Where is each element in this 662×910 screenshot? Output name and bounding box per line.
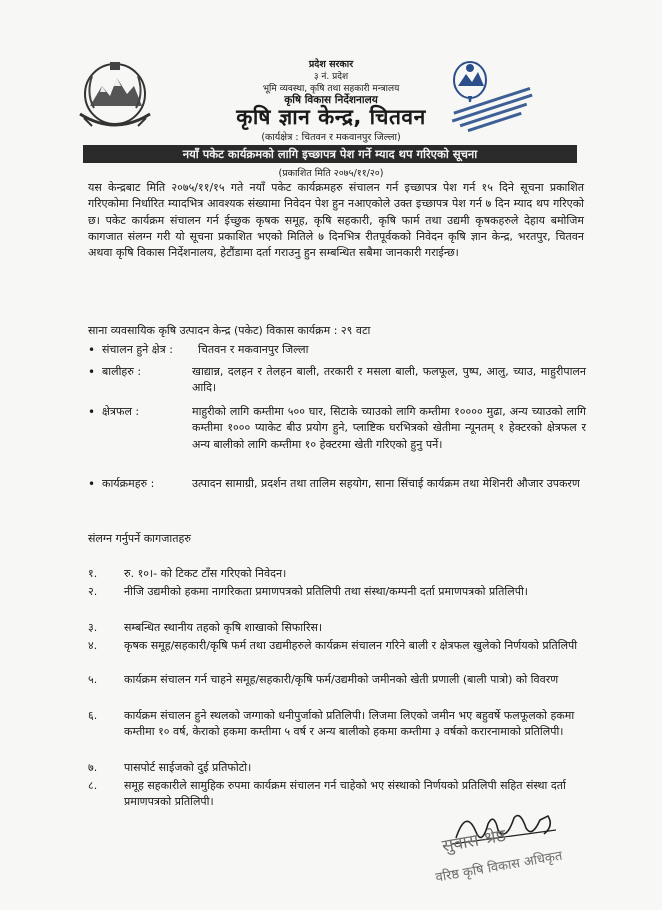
bullet-label: बालीहरु : bbox=[102, 365, 142, 378]
item-number: ६. bbox=[88, 709, 98, 722]
bullet-icon: • bbox=[88, 365, 96, 379]
item-number: ८. bbox=[88, 779, 98, 792]
bullet-label: क्षेत्रफल : bbox=[102, 405, 140, 418]
item-text: सम्बन्धित स्थानीय तहको कृषि शाखाको सिफारिस। bbox=[124, 621, 323, 634]
stamp-officer-name: सुवास श्रेष्ठ bbox=[440, 825, 508, 857]
bullet-value: चितवन र मकवानपुर जिल्ला bbox=[198, 343, 309, 356]
notice-title: नयाँ पकेट कार्यक्रमको लागि इच्छापत्र पेश गर्ने म्याद थप गरिएको सूचना bbox=[83, 145, 577, 163]
item-number: १. bbox=[88, 567, 98, 580]
stamp-officer-title: वरिष्ठ कृषि विकास अधिकृत bbox=[434, 848, 564, 886]
item-number: ७. bbox=[88, 761, 98, 774]
item-number: २. bbox=[88, 585, 98, 598]
item-text: समूह सहकारीले सामुहिक रुपमा कार्यक्रम संचालन गर्न चाहेको भए संस्थाको निर्णयको प्रतिलिपी सहित संस्था दर्ता प्रमाणपत्रको प्रतिलिपी। bbox=[124, 779, 566, 808]
item-text: नीजि उद्यमीको हकमा नागरिकता प्रमाणपत्रको प्रतिलिपी तथा संस्था/कम्पनी दर्ता प्रमाणपत्रको प्रतिलिपी। bbox=[124, 585, 528, 598]
attachments-heading: संलग्न गर्नुपर्ने कागजातहरु bbox=[88, 532, 191, 545]
bullet-value: माहुरीको लागि कम्तीमा ५०० घार, सिटाके च्याउको लागि कम्तीमा १०००० मुढा, अन्य च्याउको लागि कम्तीमा १००० प्याकेट बीउ प्रयोग हुने, प्लाष्टिक घरभित्रको खेतीमा न्यूनतम् १ हेक्टरको क्षेत्रफल र अन्य बालीको लागि कम्तीमा १० हेक्टरमा खेती गरिएको हुनु पर्ने। bbox=[192, 405, 586, 451]
header-office-name: कृषि ज्ञान केन्द्र, चितवन bbox=[236, 105, 426, 129]
header-province-number: ३ नं. प्रदेश bbox=[313, 72, 349, 82]
list-item bbox=[88, 476, 588, 510]
notice-paragraph: यस केन्द्रबाट मिति २०७५/११/१५ गते नयाँ पकेट कार्यक्रमहरु संचालन गर्न इच्छापत्र पेश गर्न १५ दिने सूचना प्रकाशित गरिएकोमा निर्धारित म्यादभित्र आवश्यक संख्यामा निवेदन पेश हुन नआएकोले उक्त इच्छापत्र पेश गर्न ७ दिन म्याद थप गरिएको छ। पकेट कार्यक्रम संचालन गर्न ईच्छुक कृषक समूह, कृषि सहकारी, कृषि फार्म तथा उद्यमी कृषकहरुले देहाय बमोजिम कागजात संलग्न गरी यो सूचना प्रकाशित भएको मितिले ७ दिनभित्र रीतपूर्वकको निवेदन कृषि ज्ञान केन्द्र, भरतपुर, चितवन अथवा कृषि विकास निर्देशनालय, हेटौंडामा दर्ता गराउनु हुन सम्बन्धित सबैमा जानकारी गराईन्छ। bbox=[88, 181, 584, 260]
list-item bbox=[88, 342, 588, 359]
bullet-icon: • bbox=[88, 477, 96, 491]
bullet-value: उत्पादन सामाग्री, प्रदर्शन तथा तालिम सहयोग, साना सिंचाई कार्यक्रम तथा मेशिनरी औजार उपकरण bbox=[192, 477, 580, 490]
bullet-icon: • bbox=[88, 405, 96, 419]
bullet-value: खाद्यान्न, दलहन र तेलहन बाली, तरकारी र मसला बाली, फलफूल, पुष्प, आलु, च्याउ, माहुरीपालन आदि। bbox=[192, 365, 586, 395]
program-heading: साना व्यवसायिक कृषि उत्पादन केन्द्र (पकेट) विकास कार्यक्रम : २९ वटा bbox=[88, 324, 371, 337]
bullet-icon: • bbox=[88, 343, 96, 357]
item-text: पासपोर्ट साईजको दुई प्रतिफोटो। bbox=[124, 761, 252, 774]
list-item bbox=[88, 404, 588, 470]
item-text: कृषक समूह/सहकारी/कृषि फर्म तथा उद्यमीहरुले कार्यक्रम संचालन गरिने बाली र क्षेत्रफल खुलेको निर्णयको प्रतिलिपी bbox=[124, 639, 578, 652]
header-ministry: भूमि व्यवस्था, कृषि तथा सहकारी मन्त्रालय bbox=[262, 84, 400, 94]
header-work-area: (कार्यक्षेत्र : चितवन र मकवानपुर जिल्ला) bbox=[261, 132, 401, 143]
item-number: ३. bbox=[88, 621, 98, 634]
item-text: कार्यक्रम संचालन हुने स्थलको जग्गाको धनीपुर्जाको प्रतिलिपी। लिजमा लिएको जमीन भए बहुवर्षे फलफूलको हकमा कम्तीमा १० वर्ष, केराको हकमा कम्तीमा ५ वर्ष र अन्य बालीको हकमा कम्तीमा ३ वर्षको करारनामाको प्रतिलिपी। bbox=[124, 709, 575, 738]
header-province-government: प्रदेश सरकार bbox=[308, 59, 354, 70]
list-item bbox=[88, 364, 588, 398]
item-text: कार्यक्रम संचालन गर्न चाहने समूह/सहकारी/कृषि फर्म/उद्यमीको जमीनको खेती प्रणाली (बाली पात्रो) को विवरण bbox=[124, 673, 559, 686]
bullet-label: संचालन हुने क्षेत्र : bbox=[102, 343, 173, 356]
header-directorate: कृषि विकास निर्देशनालय bbox=[284, 94, 378, 106]
item-number: ४. bbox=[88, 639, 98, 652]
item-number: ५. bbox=[88, 673, 98, 686]
bullet-label: कार्यक्रमहरु : bbox=[102, 477, 155, 490]
item-text: रु. १०।- को टिकट टाँस गरिएको निवेदन। bbox=[124, 567, 287, 580]
published-date: (प्रकाशित मिति २०७५/११/२०) bbox=[278, 168, 384, 179]
